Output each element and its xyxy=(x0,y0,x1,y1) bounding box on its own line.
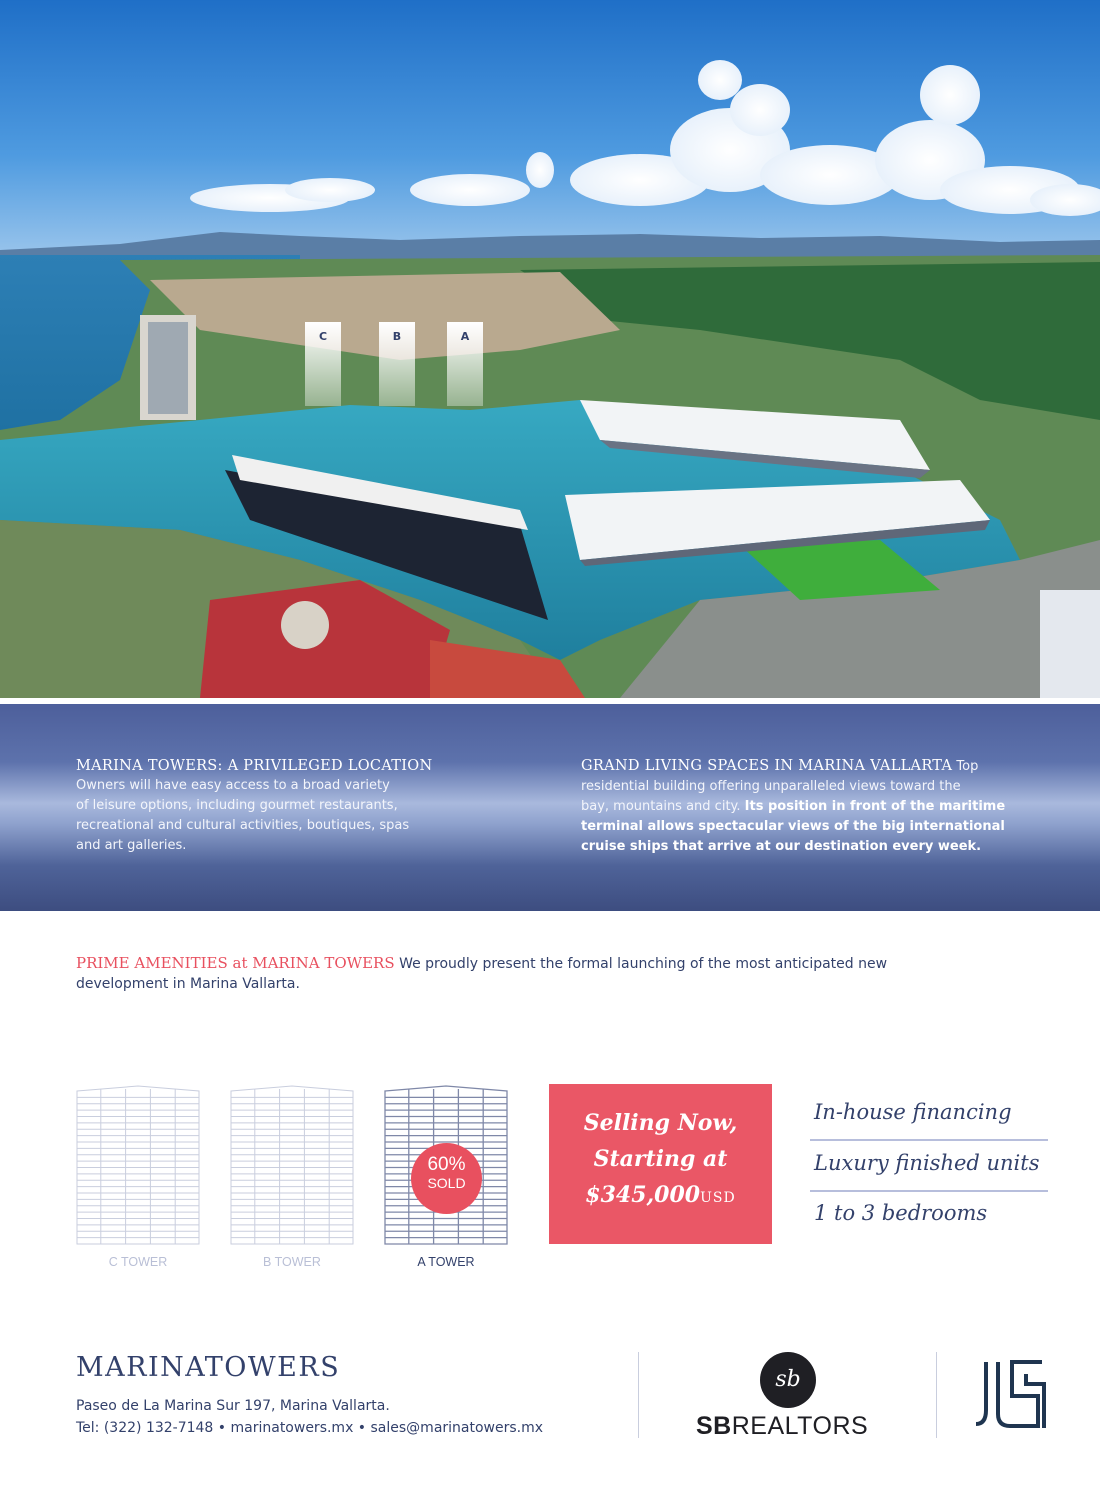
info-band xyxy=(0,704,1100,911)
feature-finished-units: Luxury finished units xyxy=(814,1151,1040,1175)
feature-financing: In-house financing xyxy=(814,1100,1012,1124)
a-tower-label: A TOWER xyxy=(417,1255,475,1269)
selling-now-box xyxy=(549,1084,772,1244)
footer-address: Paseo de La Marina Sur 197, Marina Vallarta. xyxy=(76,1398,390,1414)
footer-separator xyxy=(638,1352,639,1438)
sb-realtors-bold: SB xyxy=(696,1412,732,1440)
b-tower-label: B TOWER xyxy=(263,1255,321,1269)
tower-grid xyxy=(231,1086,353,1244)
sold-label: SOLD xyxy=(427,1175,466,1191)
tower-b-marker: B xyxy=(379,322,415,406)
location-line-3: recreational and cultural activities, boutiques, spas xyxy=(76,818,410,833)
c-tower-label: C TOWER xyxy=(108,1255,168,1269)
living-line-3-bold: Its position in front of the maritime xyxy=(744,799,1006,814)
feature-divider xyxy=(810,1139,1048,1141)
js-monogram-logo-icon xyxy=(972,1358,1048,1430)
living-line-4: terminal allows spectacular views of the big international xyxy=(581,819,1005,834)
selling-line-1: Selling Now, xyxy=(583,1110,738,1136)
location-line-4: and art galleries. xyxy=(76,838,187,853)
selling-price: $345,000 xyxy=(585,1182,701,1208)
living-line-2: residential building offering unparalleled views toward the xyxy=(581,779,961,794)
footer-separator xyxy=(936,1352,937,1438)
sold-percent: 60% xyxy=(427,1154,466,1175)
living-line-1-tail: Top xyxy=(952,759,979,774)
living-line-3-regular: bay, mountains and city. xyxy=(581,799,745,814)
footer-contact: Tel: (322) 132-7148 • marinatowers.mx • sales@marinatowers.mx xyxy=(76,1420,544,1436)
location-section xyxy=(76,756,496,856)
feature-divider xyxy=(810,1190,1048,1192)
tower-c-marker: C xyxy=(305,322,341,406)
sold-badge xyxy=(411,1143,482,1214)
amenities-text-2: development in Marina Vallarta. xyxy=(76,976,300,992)
location-line-1: Owners will have easy access to a broad variety xyxy=(76,778,390,793)
amenities-heading: PRIME AMENITIES at MARINA TOWERS xyxy=(76,954,395,972)
c-tower-diagram xyxy=(76,1085,200,1245)
tower-a-marker: A xyxy=(447,322,483,406)
location-line-2: of leisure options, including gourmet restaurants, xyxy=(76,798,398,813)
marina-towers-logo: MARINATOWERS xyxy=(76,1352,341,1383)
feature-bedrooms: 1 to 3 bedrooms xyxy=(814,1201,988,1225)
location-heading: MARINA TOWERS: A PRIVILEGED LOCATION xyxy=(76,758,433,774)
amenities-section xyxy=(76,953,976,994)
selling-currency: USD xyxy=(700,1190,736,1206)
living-section xyxy=(581,756,1041,857)
b-tower-diagram xyxy=(230,1085,354,1245)
tower-grid xyxy=(77,1086,199,1244)
hero-aerial-photo xyxy=(0,0,1100,698)
sb-realtors-logo xyxy=(696,1412,868,1441)
sb-realtors-emblem-icon: sb xyxy=(760,1352,816,1408)
living-heading: GRAND LIVING SPACES IN MARINA VALLARTA xyxy=(581,758,953,774)
living-line-5: cruise ships that arrive at our destination every week. xyxy=(581,839,982,854)
selling-line-2: Starting at xyxy=(593,1146,728,1172)
sb-realtors-rest: REALTORS xyxy=(731,1412,869,1440)
amenities-text-1: We proudly present the formal launching of the most anticipated new xyxy=(394,956,888,972)
